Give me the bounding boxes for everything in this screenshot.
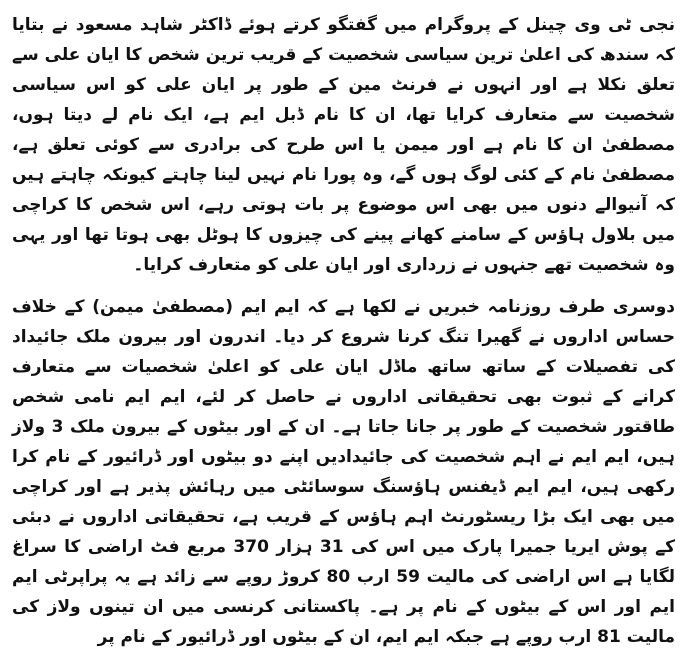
article-paragraph-2: دوسری طرف روزنامہ خبریں نے لکھا ہے کہ ایم ایم (مصطفیٰ میمن) کے خلاف حساس اداروں نے گھیرا تنگ کرنا شروع کر دیا۔ اندرون اور بیرون ملک جائیداد کی تفصیلات کے ساتھ ساتھ ماڈل ایان علی کو اعلیٰ شخصیات سے متعارف کرانے کے ثبوت بھی تحقیقاتی اداروں نے حاصل کر لئے، ایم ایم نامی شخص طاقتور شخصیت کے طور پر جانا جاتا ہے۔ ان کے اور بیٹوں کے بیرون ملک 3 ولاز ہیں، ایم ایم نے اہم شخصیت کی جائیدادیں اپنے دو بیٹوں اور ڈرائیور کے نام کرا رکھی ہیں، ایم ایم ڈیفنس ہاؤسنگ سوسائٹی میں رہائش پذیر ہے اور کراچی میں بھی ایک بڑا ریسٹورنٹ اہم ہاؤس کے قریب ہے، تحقیقاتی اداروں نے دبئی کے پوش ایریا جمیرا پارک میں اس کی 31 ہزار 370 مربع فٹ اراضی کا سراغ لگایا ہے اس اراضی کی مالیت 59 ارب 80 کروڑ روپے سے زائد ہے یہ پراپرٹی ایم ایم اور اس کے بیٹوں کے نام پر ہے۔ پاکستانی کرنسی میں ان تینوں ولاز کی مالیت 81 ارب روپے ہے جبکہ ایم ایم، ان کے بیٹوں اور ڈرائیور کے نام پر bbox=[12, 297, 675, 647]
article-paragraph-1: نجی ٹی وی چینل کے پروگرام میں گفتگو کرتے ہوئے ڈاکٹر شاہد مسعود نے بتایا کہ سندھ کی اعلیٰ ترین سیاسی شخصیت کے قریب ترین شخص کا ایان علی سے تعلق نکلا ہے اور انہوں نے فرنٹ مین کے طور پر ایان علی کو اس سیاسی شخصیت سے متعارف کرایا تھا، ان کا نام ڈبل ایم ہے، ایک نام لے دیتا ہوں، مصطفیٰ ان کا نام ہے اور میمن یا اس طرح کی برادری سے کوئی تعلق ہے، مصطفیٰ نام کے کئی لوگ ہوں گے، وہ پورا نام نہیں لینا چاہتے کیونکہ چاہتے ہیں کہ آنیوالے دنوں میں بھی اس موضوع پر بات ہوتی رہے، اس شخص کا کراچی میں بلاول ہاؤس کے سامنے کھانے پینے کی چیزوں کا ہوٹل بھی ہوتا تھا اور یہی وہ شخصیت تھے جنہوں نے زرداری اور ایان علی کو متعارف کرایا۔ bbox=[12, 15, 675, 275]
